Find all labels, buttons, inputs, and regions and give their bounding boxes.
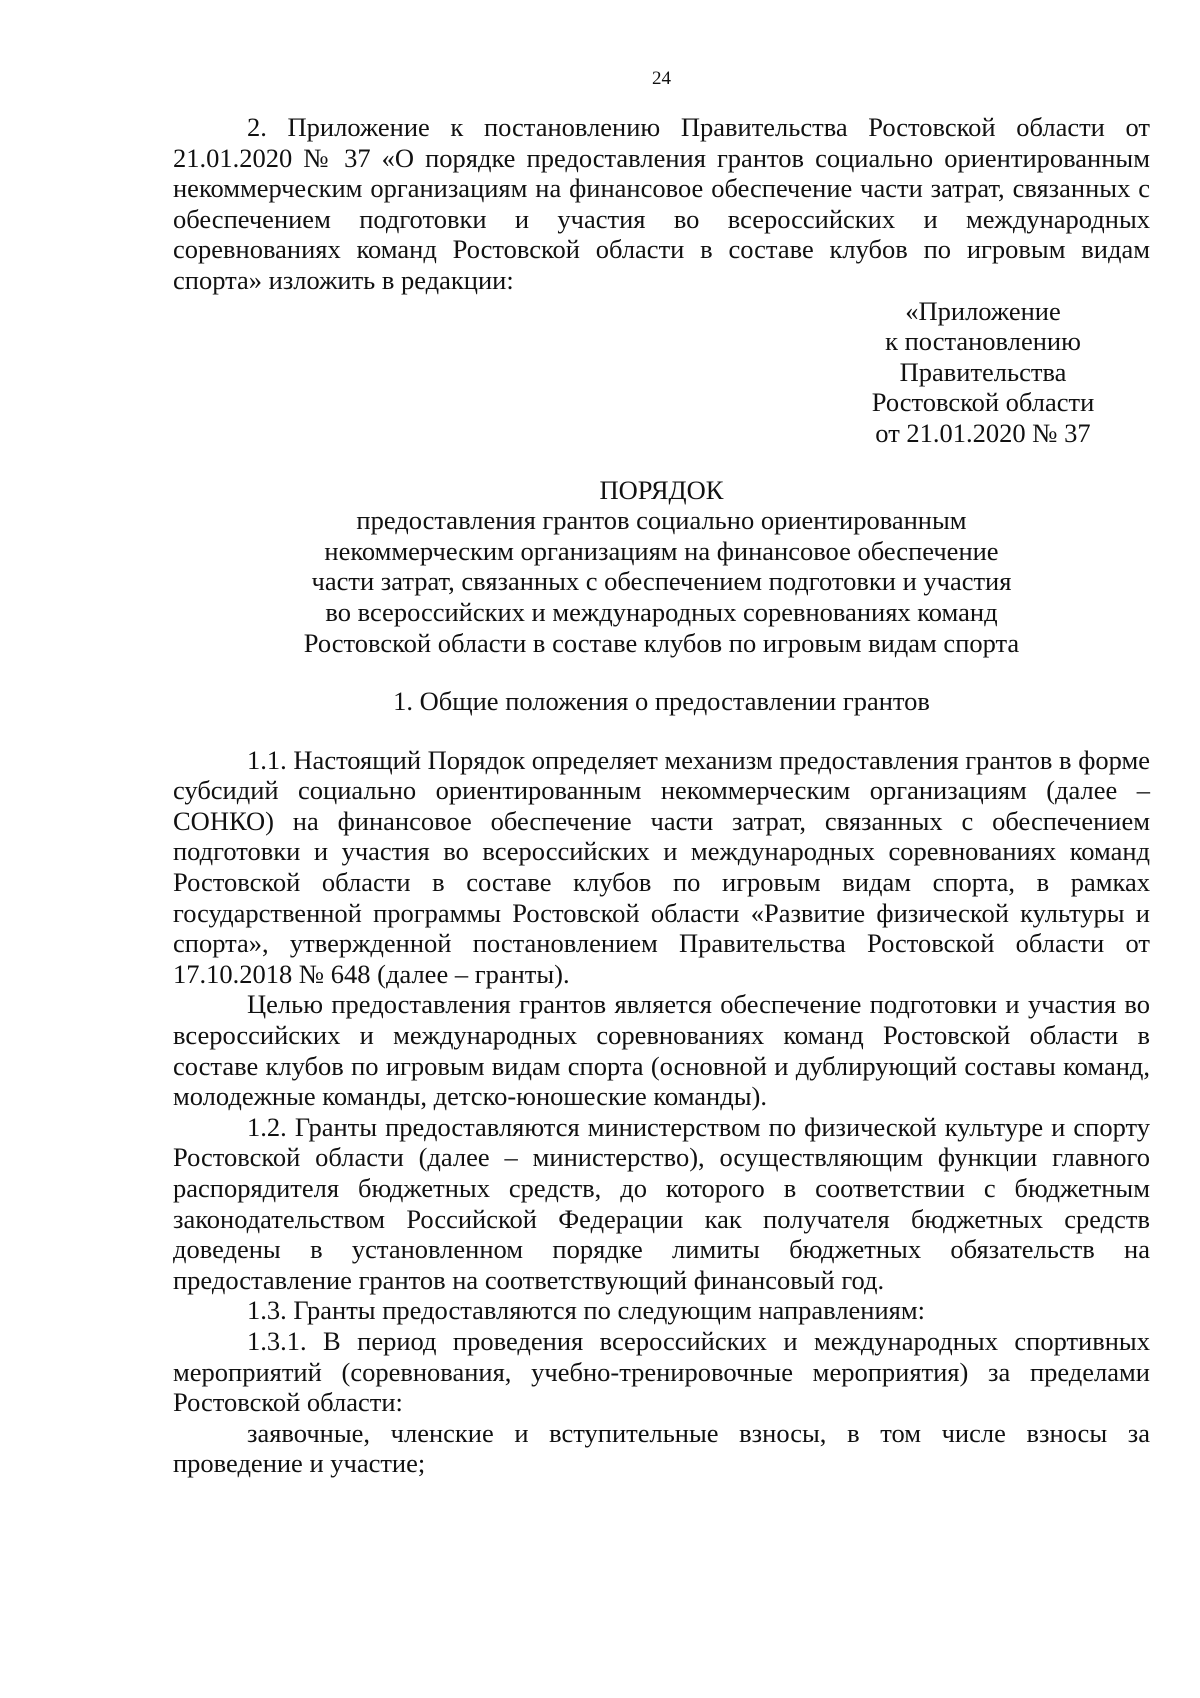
appendix-note-line: «Приложение [905,295,1061,326]
appendix-note-line: Правительства [899,356,1067,387]
appendix-note-line: к постановлению [885,326,1081,357]
subtitle-line: предоставления грантов социально ориентированным [356,505,967,536]
subtitle-line: некоммерческим организациям на финансовое обеспечение [324,535,999,566]
document-subtitle [173,505,1150,658]
subtitle-line: части затрат, связанных с обеспечением подготовки и участия [311,566,1012,597]
appendix-note-line: Ростовской области [871,387,1095,418]
paragraph-goal: Целью предоставления грантов является обеспечение подготовки и участия во всероссийских и международных соревнованиях команд Ростовской области в составе клубов по игровым видам спорта (основной и дублирующий составы команд, молодежные команды, детско-юношеские команды). [173,989,1150,1112]
paragraph-fees: заявочные, членские и вступительные взносы, в том числе взносы за проведение и участие; [173,1417,1150,1479]
intro-paragraph: 2. Приложение к постановлению Правительства Ростовской области от 21.01.2020 № 37 «О порядке предоставления грантов социально ориентированным некоммерческим организациям на финансовое обеспечение части затрат, связанных с обеспечением подготовки и участия во всероссийских и международных соревнованиях команд Ростовской области в составе клубов по игровым видам спорта» изложить в редакции: [173,112,1150,295]
paragraph-1-3: 1.3. Гранты предоставляются по следующим направлениям: [247,1295,925,1326]
paragraph-1-1: 1.1. Настоящий Порядок определяет механизм предоставления грантов в форме субсидий социально ориентированным некоммерческим организациям (далее – СОНКО) на финансовое обеспечение части затрат, связанных с обеспечением подготовки и участия во всероссийских и международных соревнованиях команд Ростовской области в составе клубов по игровым видам спорта, в рамках государственной программы Ростовской области «Развитие физической культуры и спорта», утвержденной постановлением Правительства Ростовской области от 17.10.2018 № 648 (далее – гранты). [173,744,1150,989]
section-heading: 1. Общие положения о предоставлении грантов [393,686,930,717]
paragraph-1-3-1: 1.3.1. В период проведения всероссийских и международных спортивных мероприятий (соревнования, учебно-тренировочные мероприятия) за пределами Ростовской области: [173,1325,1150,1418]
subtitle-line: Ростовской области в составе клубов по игровым видам спорта [303,627,1020,658]
paragraph-1-2: 1.2. Гранты предоставляются министерством по физической культуре и спорту Ростовской области (далее – министерство), осуществляющим функции главного распорядителя бюджетных средств, до которого в соответствии с бюджетным законодательством Российской Федерации как получателя бюджетных средств доведены в установленном порядке лимиты бюджетных обязательств на предоставление грантов на соответствующий финансовый год. [173,1111,1150,1295]
appendix-note-line: от 21.01.2020 № 37 [875,417,1091,448]
appendix-note [853,296,1113,449]
document-body [173,112,1150,1479]
page-number: 24 [652,68,671,89]
subtitle-line: во всероссийских и международных соревнованиях команд [325,596,998,627]
document-title: ПОРЯДОК [599,474,724,505]
